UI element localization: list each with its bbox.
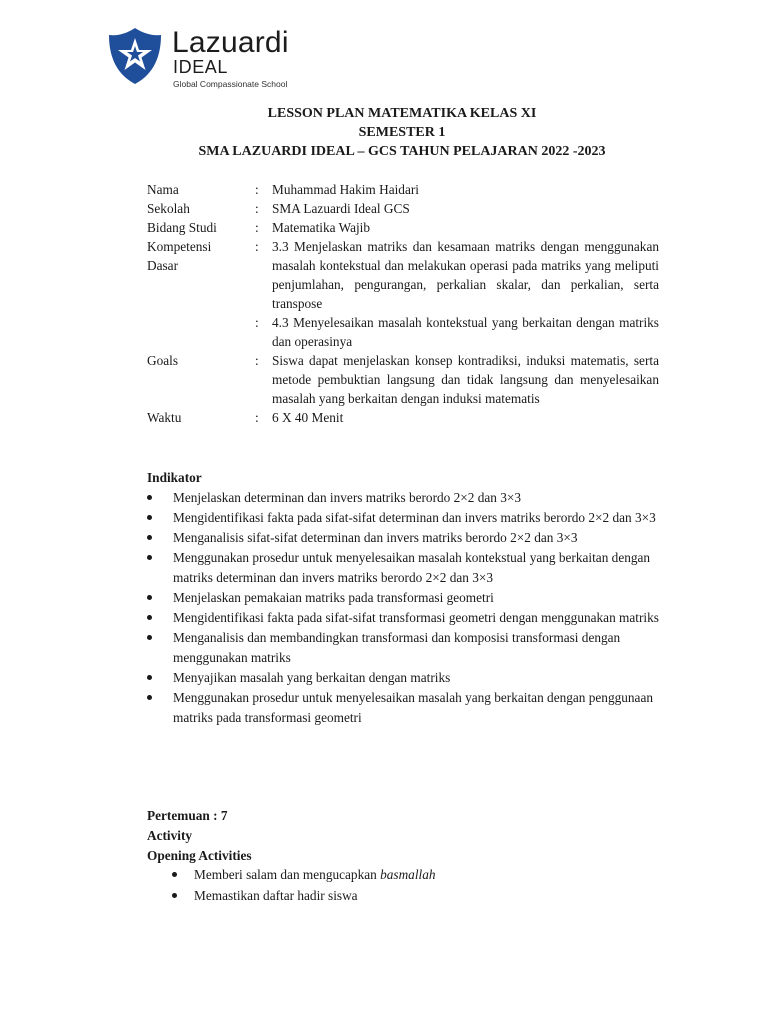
info-value: Siswa dapat menjelaskan konsep kontradiksi, induksi matematis, serta metode pembuktian langsung dan tidak langsung dan menyelesaikan masalah yang berkaitan dengan induksi matematis: [272, 353, 659, 406]
kompetensi-4-3: 4.3 Menyelesaikan masalah kontekstual yang berkaitan dengan matriks dan operasinya: [272, 315, 659, 349]
bullet-icon: [147, 535, 152, 540]
title-line-3: SMA LAZUARDI IDEAL – GCS TAHUN PELAJARAN 2022 -2023: [198, 144, 606, 159]
info-label: Waktu: [147, 410, 182, 425]
bullet-icon: [147, 555, 152, 560]
list-item-text: Menggunakan prosedur untuk menyelesaikan masalah kontekstual yang berkaitan dengan matriks determinan dan invers matriks berordo 2×2 dan 3×3: [173, 550, 651, 585]
info-label-line: Dasar: [147, 258, 179, 273]
bullet-icon: [147, 635, 152, 640]
bullet-icon: [147, 695, 152, 700]
list-item-text: Menyajikan masalah yang berkaitan dengan matriks: [173, 670, 451, 685]
info-colon: :: [255, 353, 259, 368]
info-value: [272, 237, 659, 313]
kompetensi-3-3: 3.3 Menjelaskan matriks dan kesamaan matriks dengan menggunakan masalah kontekstual dan melakukan operasi pada matriks yang meliputi penjumlahan, pengurangan, perkalian skalar, dan perkalian, serta transpose: [272, 239, 659, 311]
title-line-2: SEMESTER 1: [358, 125, 446, 140]
info-row-kompetensi-2: [147, 313, 659, 351]
info-row-nama: [147, 180, 659, 199]
list-item: [147, 628, 667, 668]
info-label: Bidang Studi: [147, 220, 217, 235]
info-colon: :: [255, 201, 259, 216]
info-row-bidang-studi: [147, 218, 659, 237]
info-label-empty: [147, 313, 255, 351]
list-item: [147, 528, 667, 548]
list-item: [170, 864, 436, 885]
list-item: [170, 885, 436, 906]
list-item: [147, 548, 667, 588]
bullet-icon: [147, 595, 152, 600]
bullet-icon: [147, 675, 152, 680]
info-value: 6 X 40 Menit: [272, 410, 344, 425]
list-item: [147, 688, 667, 728]
list-item: [147, 608, 667, 628]
info-label: Sekolah: [147, 201, 190, 216]
info-value: Muhammad Hakim Haidari: [272, 182, 419, 197]
logo-tagline: Global Compassionate School: [173, 79, 288, 89]
info-label: Goals: [147, 353, 179, 368]
list-item: [147, 508, 667, 528]
info-row-sekolah: [147, 199, 659, 218]
logo-name: Lazuardi: [172, 26, 289, 59]
activity-heading: Activity: [147, 828, 193, 843]
info-colon: :: [255, 410, 259, 425]
bullet-icon: [172, 872, 177, 877]
bullet-icon: [172, 893, 177, 898]
list-item-emphasis: basmallah: [380, 867, 436, 882]
document-title: [0, 104, 768, 161]
info-colon: :: [255, 315, 259, 330]
info-value: [272, 313, 659, 351]
info-colon: :: [255, 220, 259, 235]
bullet-icon: [147, 615, 152, 620]
opening-activities-heading: Opening Activities: [147, 848, 252, 863]
opening-activities-list: [170, 864, 436, 906]
info-label: [147, 237, 255, 313]
indikator-heading: Indikator: [147, 470, 202, 485]
title-line-1: LESSON PLAN MATEMATIKA KELAS XI: [267, 106, 537, 121]
list-item-text: Memberi salam dan mengucapkan: [194, 867, 381, 882]
info-table: [147, 180, 659, 427]
list-item: [147, 488, 667, 508]
info-label-line: Kompetensi: [147, 239, 212, 254]
bullet-icon: [147, 515, 152, 520]
info-row-goals: [147, 351, 659, 408]
list-item: [147, 588, 667, 608]
lazuardi-shield-star-icon: [106, 26, 164, 86]
info-colon: :: [255, 239, 259, 254]
list-item: [147, 668, 667, 688]
info-row-waktu: [147, 408, 659, 427]
pertemuan-heading: Pertemuan : 7: [147, 808, 228, 823]
info-value: SMA Lazuardi Ideal GCS: [272, 201, 410, 216]
list-item-text: Memastikan daftar hadir siswa: [194, 888, 358, 903]
info-label: Nama: [147, 182, 179, 197]
list-item-text: Menggunakan prosedur untuk menyelesaikan masalah yang berkaitan dengan penggunaan matriks pada transformasi geometri: [173, 690, 654, 725]
list-item-text: Menganalisis dan membandingkan transformasi dan komposisi transformasi dengan menggunakan matriks: [173, 630, 621, 665]
list-item-text: Menjelaskan determinan dan invers matriks berordo 2×2 dan 3×3: [173, 490, 522, 505]
bullet-icon: [147, 495, 152, 500]
meeting-section: [147, 806, 252, 866]
list-item-text: Menjelaskan pemakaian matriks pada transformasi geometri: [173, 590, 494, 605]
school-logo: [106, 26, 346, 92]
logo-sub: IDEAL: [173, 57, 229, 77]
info-value: Matematika Wajib: [272, 220, 371, 235]
indikator-list: [147, 488, 667, 728]
info-colon: :: [255, 182, 259, 197]
list-item-text: Mengidentifikasi fakta pada sifat-sifat determinan dan invers matriks berordo 2×2 dan 3×3: [173, 510, 656, 525]
list-item-text: Mengidentifikasi fakta pada sifat-sifat transformasi geometri dengan menggunakan matriks: [173, 610, 659, 625]
list-item-text: Menganalisis sifat-sifat determinan dan invers matriks berordo 2×2 dan 3×3: [173, 530, 578, 545]
info-row-kompetensi: [147, 237, 659, 313]
